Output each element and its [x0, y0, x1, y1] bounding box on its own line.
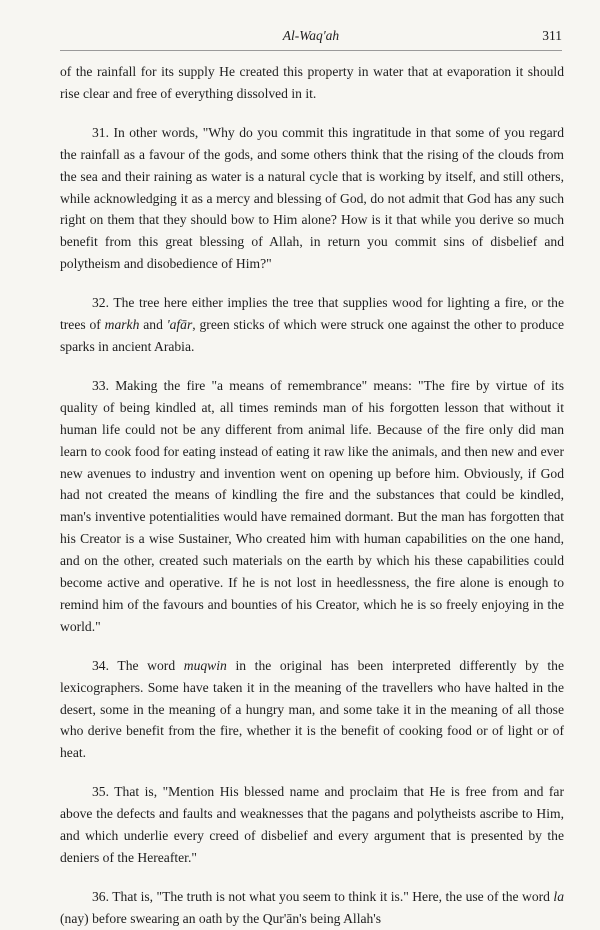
paragraph-text: That is, "Mention His blessed name and proclaim that He is free from and far above the defects and faults and weaknesses that the pagans and polytheists ascribe to Him, and which underlie every creed of disbelief and every argument that is presented by the deniers of the Hereafter."	[60, 784, 564, 865]
footnote-number: 33.	[92, 377, 109, 393]
paragraph-text: Making the fire "a means of remembrance" means: "The fire by virtue of its quality of being kindled at, all times reminds man of his forgotten lesson that without it human life could not be any different from animal life. Because of the fire only did man learn to cook food for eating instead of eating it raw like the animals, and then new and ever new avenues to industry and invention went on opening up before him. Obviously, if God had not created the means of kindling the fire and the substances that could be kindled, man's inventive potentialities would have remained dormant. But the man has forgotten that his Creator is a wise Sustainer, Who created him with human capabilities on the one hand, and on the other, created such materials on the earth by which his these capabilities could become active and operative. If he is not lost in heedlessness, the fire alone is enough to remind him of the favours and bounties of his Creator, which he is so freely enjoying in the world."	[60, 377, 564, 634]
footnote-number: 32.	[92, 295, 109, 311]
paragraph-text: The word	[117, 657, 184, 673]
paragraph-text: , green sticks of which were struck one against the other to produce sparks in ancient Arabia.	[60, 317, 564, 354]
running-title: Al-Waq'ah	[282, 28, 340, 43]
paragraph-text: That is, "The truth is not what you seem to think it is." Here, the use of the word	[112, 888, 554, 904]
paragraph-text: and	[139, 317, 167, 333]
footnote-paragraph	[60, 781, 564, 869]
footnote-paragraph	[60, 375, 564, 638]
footnote-number: 31.	[92, 124, 109, 140]
footnote-number: 36.	[92, 888, 109, 904]
italic-term: 'afār	[166, 317, 193, 333]
paragraph-text: of the rainfall for its supply He created this property in water that at evaporation it should rise clear and free of everything dissolved in it.	[60, 64, 564, 101]
paragraph-text: (nay) before swearing an oath by the Qur'ān's being Allah's	[60, 910, 382, 926]
footnote-paragraph	[60, 292, 564, 358]
paragraph-text: In other words, "Why do you commit this ingratitude in that some of you regard the rainfall as a favour of the gods, and some others think that the rising of the clouds from the sea and their raining as water is a natural cycle that is working by itself, and still others, while acknowledging it as a mercy and blessing of God, do not admit that God has any such right on them that they should bow to Him alone? How is it that while you derive so much benefit from this great blessing of Allah, in return you commit sins of disbelief and polytheism and disobedience of Him?"	[60, 124, 564, 272]
italic-term: muqwin	[183, 657, 227, 673]
footnote-paragraph	[60, 655, 564, 765]
footnote-paragraph	[60, 886, 564, 930]
italic-term: la	[553, 888, 564, 904]
page-header	[60, 26, 562, 51]
italic-term: markh	[104, 317, 140, 333]
paragraph-text: in the original has been interpreted differently by the lexicographers. Some have taken it in the meaning of the travellers who have halted in the desert, some in the meaning of a hungry man, and some take it in the meaning of all those who derive benefit from the fire, whether it is the benefit of cooking food or of light or of heat.	[60, 657, 565, 761]
footnote-number: 34.	[92, 657, 109, 673]
footnote-number: 35.	[92, 784, 109, 800]
page-body	[60, 61, 564, 930]
page-number: 311	[542, 28, 562, 43]
continued-paragraph	[60, 61, 564, 105]
footnote-paragraph	[60, 122, 564, 275]
paragraph-text: The tree here either implies the tree that supplies wood for lighting a fire, or the trees of	[60, 295, 564, 333]
